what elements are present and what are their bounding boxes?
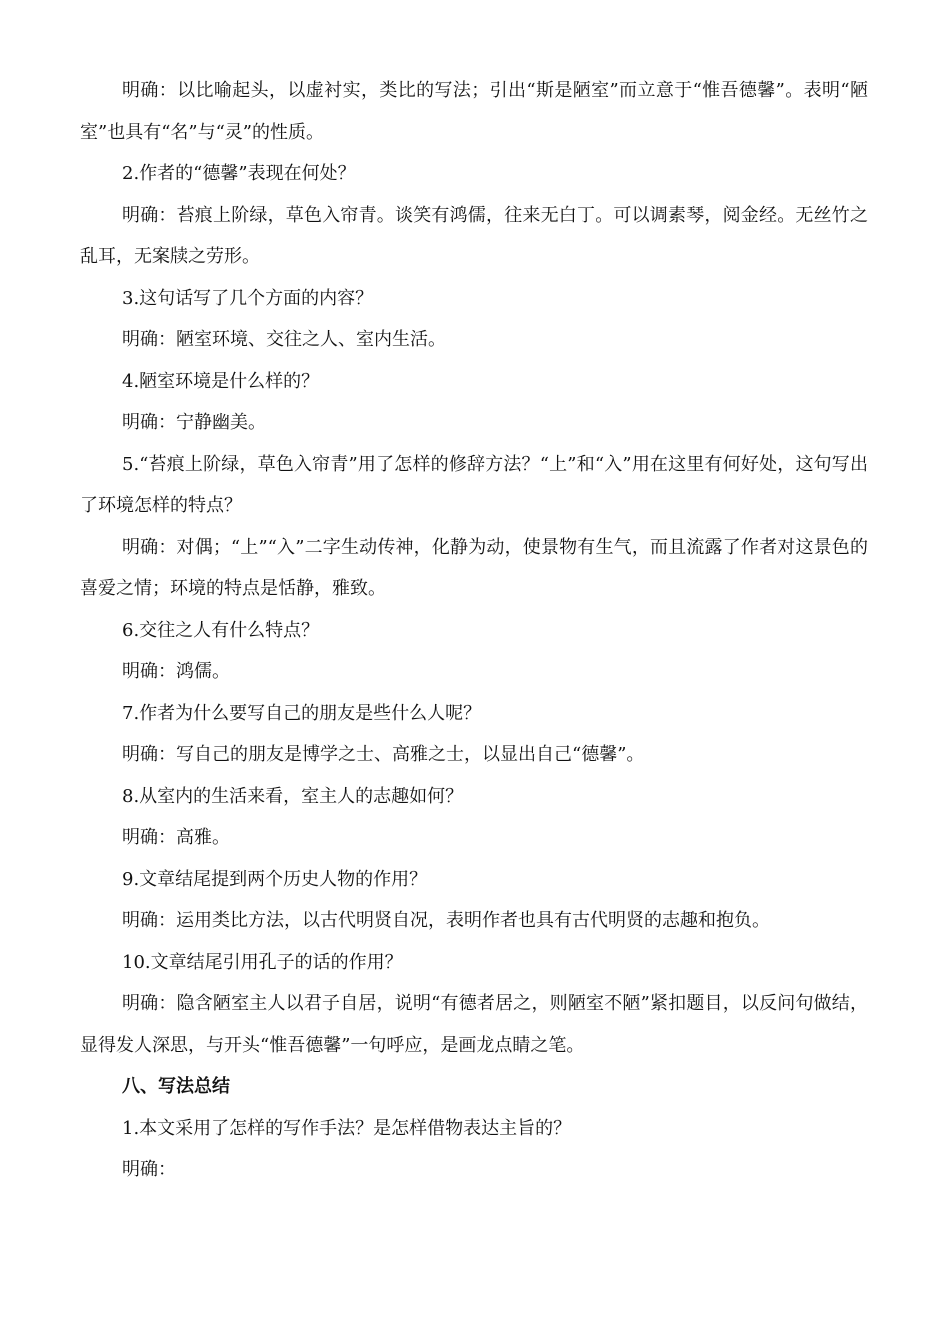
question-paragraph: 3.这句话写了几个方面的内容？: [122, 287, 374, 309]
section-heading: 八、写法总结: [122, 1076, 230, 1097]
answer-paragraph: 明确：鸿儒。: [122, 661, 230, 682]
question-paragraph: 7.作者为什么要写自己的朋友是些什么人呢？: [122, 702, 482, 724]
question-paragraph: 8.从室内的生活来看，室主人的志趣如何？: [122, 785, 464, 807]
answer-paragraph: 明确：陋室环境、交往之人、室内生活。: [122, 329, 446, 350]
question-paragraph: 4.陋室环境是什么样的？: [122, 370, 320, 392]
answer-paragraph: 明确：苔痕上阶绿，草色入帘青。谈笑有鸿儒，往来无白丁。可以调素琴，阅金经。无丝竹之乱耳，无案牍之劳形。: [80, 204, 868, 267]
question-paragraph: 9.文章结尾提到两个历史人物的作用？: [122, 868, 428, 890]
answer-paragraph: 明确：宁静幽美。: [122, 412, 266, 433]
answer-paragraph: 明确：隐含陋室主人以君子自居，说明“有德者居之，则陋室不陋”紧扣题目，以反问句做结，显得发人深思，与开头“惟吾德馨”一句呼应，是画龙点睛之笔。: [80, 993, 868, 1056]
answer-paragraph: 明确：运用类比方法，以古代明贤自况，表明作者也具有古代明贤的志趣和抱负。: [122, 910, 770, 931]
question-paragraph: 1.本文采用了怎样的写作手法？是怎样借物表达主旨的？: [122, 1117, 572, 1139]
answer-paragraph: 明确：高雅。: [122, 827, 230, 848]
answer-paragraph: 明确：: [122, 1159, 176, 1180]
question-paragraph: 6.交往之人有什么特点？: [122, 619, 320, 641]
question-paragraph: 5.“苔痕上阶绿，草色入帘青”用了怎样的修辞方法？“上”和“入”用在这里有何好处，这句写出了环境怎样的特点？: [80, 453, 868, 516]
answer-paragraph: 明确：以比喻起头，以虚衬实，类比的写法；引出“斯是陋室”而立意于“惟吾德馨”。表明“陋室”也具有“名”与“灵”的性质。: [80, 80, 868, 143]
question-paragraph: 2.作者的“德馨”表现在何处？: [122, 163, 356, 184]
answer-paragraph: 明确：对偶；“上”“入”二字生动传神，化静为动，使景物有生气，而且流露了作者对这景色的喜爱之情；环境的特点是恬静，雅致。: [80, 536, 868, 599]
question-paragraph: 10.文章结尾引用孔子的话的作用？: [122, 951, 403, 973]
answer-paragraph: 明确：写自己的朋友是博学之士、高雅之士，以显出自己“德馨”。: [122, 744, 645, 765]
